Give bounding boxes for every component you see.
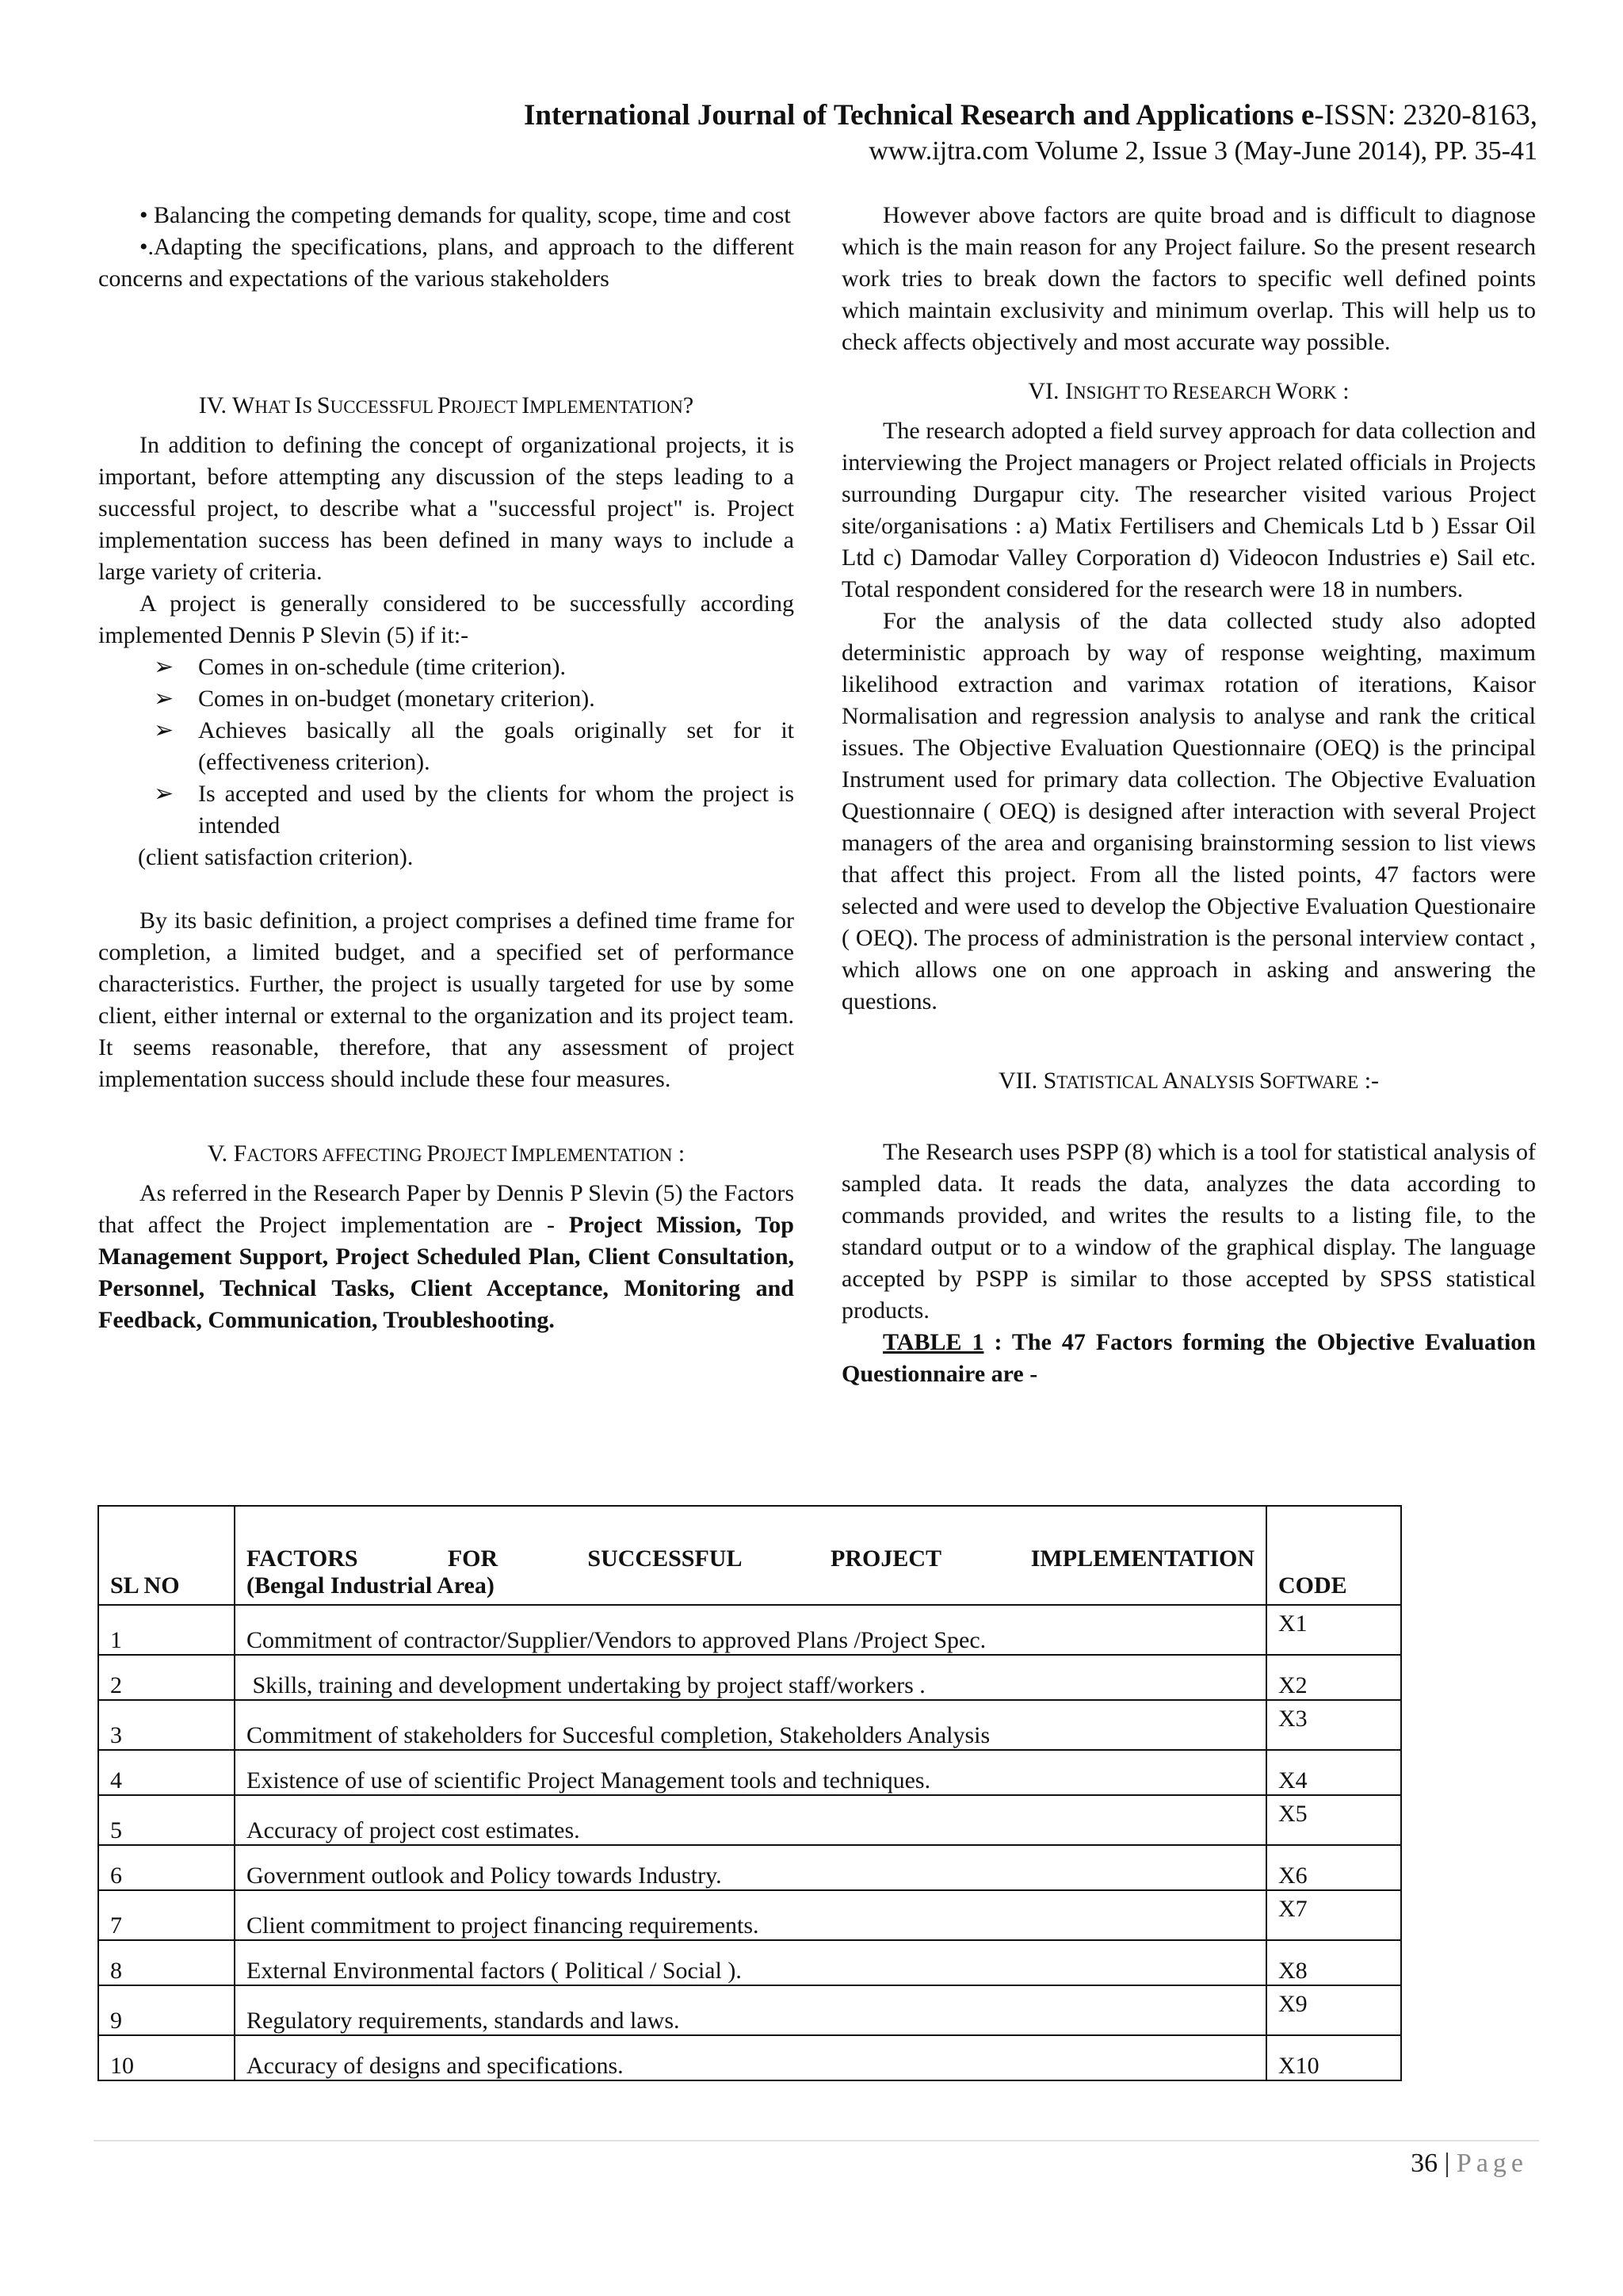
arrow-bullet-icon: ➢ (154, 654, 174, 680)
header-factors: FACTORS FOR SUCCESSFUL PROJECT IMPLEMENTATION (Bengal Industrial Area) (235, 1506, 1266, 1605)
page-label: Page (1456, 2149, 1528, 2178)
section-iv-heading: IV. WHAT IS SUCCESSFUL PROJECT IMPLEMENTATION? (198, 392, 694, 418)
section-v-para: As referred in the Research Paper by Dennis P Slevin (5) the Factors that affect the Project implementation are - Project Mission, Top Management Support, Project Scheduled Plan, Client Consultation, Personnel, Technical Tasks, Client Acceptance, Monitoring and Feedback, Communication, Troubleshooting. (98, 1180, 794, 1333)
list-item: ➢ Achieves basically all the goals originally set for it (effectiveness criterion). (154, 715, 794, 778)
list-item: ➢ Comes in on-budget (monetary criterion). (154, 683, 794, 715)
table-row: 1 Commitment of contractor/Supplier/Vendors to approved Plans /Project Spec. X1 (98, 1605, 1401, 1655)
issn-prefix: e (1300, 99, 1315, 132)
client-satisfaction-note: (client satisfaction criterion). (138, 844, 414, 870)
issn: -ISSN: 2320-8163, (1314, 99, 1537, 132)
right-para1: However above factors are quite broad and is difficult to diagnose which is the main reason for any Project failure. So the present research work tries to break down the factors to specific well defined points which maintain exclusivity and minimum overlap. This will help us to check affects objectively and most accurate way possible. (842, 202, 1536, 355)
right-column (842, 200, 1536, 1390)
success-criteria-list (98, 651, 794, 842)
section-v-heading: V. FACTORS AFFECTING PROJECT IMPLEMENTATION : (207, 1140, 685, 1167)
section-iv-para2: A project is generally considered to be successfully according implemented Dennis P Slevin (5) if it:- (98, 590, 794, 648)
journal-volume-info: www.ijtra.com Volume 2, Issue 3 (May-June 2014), PP. 35-41 (869, 136, 1537, 166)
table-row: 4 Existence of use of scientific Project Management tools and techniques. X4 (98, 1750, 1401, 1795)
section-vii-heading: VII. STATISTICAL ANALYSIS SOFTWARE :- (998, 1068, 1380, 1094)
table-caption: TABLE 1 : The 47 Factors forming the Objective Evaluation Questionnaire are - (842, 1329, 1536, 1387)
factors-table (97, 1505, 1402, 2081)
list-item: ➢ Comes in on-schedule (time criterion). (154, 651, 794, 683)
arrow-bullet-icon: ➢ (154, 781, 174, 807)
page-footer (1411, 2145, 1528, 2183)
table-row: 8 External Environmental factors ( Political / Social ). X8 (98, 1940, 1401, 1985)
section-vii-para: The Research uses PSPP (8) which is a tool for statistical analysis of sampled data. It reads the data, analyzes the data according to commands provided, and writes the results to a listing file, to the standard output or to a window of the graphical display. The language accepted by PSPP is similar to those accepted by SPSS statistical products. (842, 1139, 1536, 1324)
table-row: 2 Skills, training and development undertaking by project staff/workers . X2 (98, 1655, 1401, 1700)
factors-bold-list: Project Mission, Top Management Support, Project Scheduled Plan, Client Consultation, Personnel, Technical Tasks, Client Acceptance, Monitoring and Feedback, Communication, Troubleshooting. (98, 1212, 794, 1333)
page-number: 36 (1411, 2149, 1438, 2178)
table-row: 7 Client commitment to project financing requirements. X7 (98, 1890, 1401, 1940)
left-column (98, 200, 794, 1336)
arrow-bullet-icon: ➢ (154, 686, 174, 712)
journal-header (524, 98, 1537, 133)
page-separator: | (1438, 2149, 1457, 2178)
table-row: 5 Accuracy of project cost estimates. X5 (98, 1795, 1401, 1845)
section-iv-para3: By its basic definition, a project comprises a defined time frame for completion, a limited budget, and a specified set of performance characteristics. Further, the project is usually targeted for use by some client, either internal or external to the organization and its project team. It seems reasonable, therefore, that any assessment of project implementation success should include these four measures. (98, 907, 794, 1092)
bullet-adapting: •.Adapting the specifications, plans, and approach to the different concerns and expectations of the various stakeholders (98, 234, 794, 292)
header-code: CODE (1266, 1506, 1401, 1605)
footer-divider (94, 2140, 1539, 2141)
section-vi-heading: VI. INSIGHT TO RESEARCH WORK : (1028, 378, 1350, 404)
arrow-bullet-icon: ➢ (154, 717, 174, 743)
table-header-row (98, 1506, 1401, 1605)
section-vi-para1: The research adopted a field survey approach for data collection and interviewing the Project managers or Project related officials in Projects surrounding Durgapur city. The researcher visited various Project site/organisations : a) Matix Fertilisers and Chemicals Ltd b ) Essar Oil Ltd c) Damodar Valley Corporation d) Videocon Industries e) Sail etc. Total respondent considered for the research were 18 in numbers. (842, 418, 1536, 602)
section-iv-para1: In addition to defining the concept of organizational projects, it is important, before attempting any discussion of the steps leading to a successful project, to describe what a "successful project" is. Project implementation success has been defined in many ways to include a large variety of criteria. (98, 432, 794, 585)
table-row: 9 Regulatory requirements, standards and laws. X9 (98, 1985, 1401, 2035)
table-row: 10 Accuracy of designs and specifications. X10 (98, 2035, 1401, 2080)
table-row: 6 Government outlook and Policy towards Industry. X6 (98, 1845, 1401, 1890)
journal-title: International Journal of Technical Research and Applications (523, 99, 1294, 132)
header-sl-no: SL NO (98, 1506, 235, 1605)
bullet-balancing: • Balancing the competing demands for quality, scope, time and cost (139, 202, 791, 228)
section-vi-para2: For the analysis of the data collected study also adopted deterministic approach by way of response weighting, maximum likelihood extraction and varimax rotation of iterations, Kaisor Normalisation and regression analysis to analyse and rank the critical issues. The Objective Evaluation Questionnaire (OEQ) is the principal Instrument used for primary data collection. The Objective Evaluation Questionnaire ( OEQ) is designed after interaction with several Project managers of the area and organising brainstorming session to list views that affect this project. From all the listed points, 47 factors were selected and were used to develop the Objective Evaluation Questionaire ( OEQ). The process of administration is the personal interview contact , which allows one on one approach in asking and answering the questions. (842, 608, 1536, 1014)
table-row: 3 Commitment of stakeholders for Succesful completion, Stakeholders Analysis X3 (98, 1700, 1401, 1750)
list-item: ➢ Is accepted and used by the clients for whom the project is intended (154, 778, 794, 842)
